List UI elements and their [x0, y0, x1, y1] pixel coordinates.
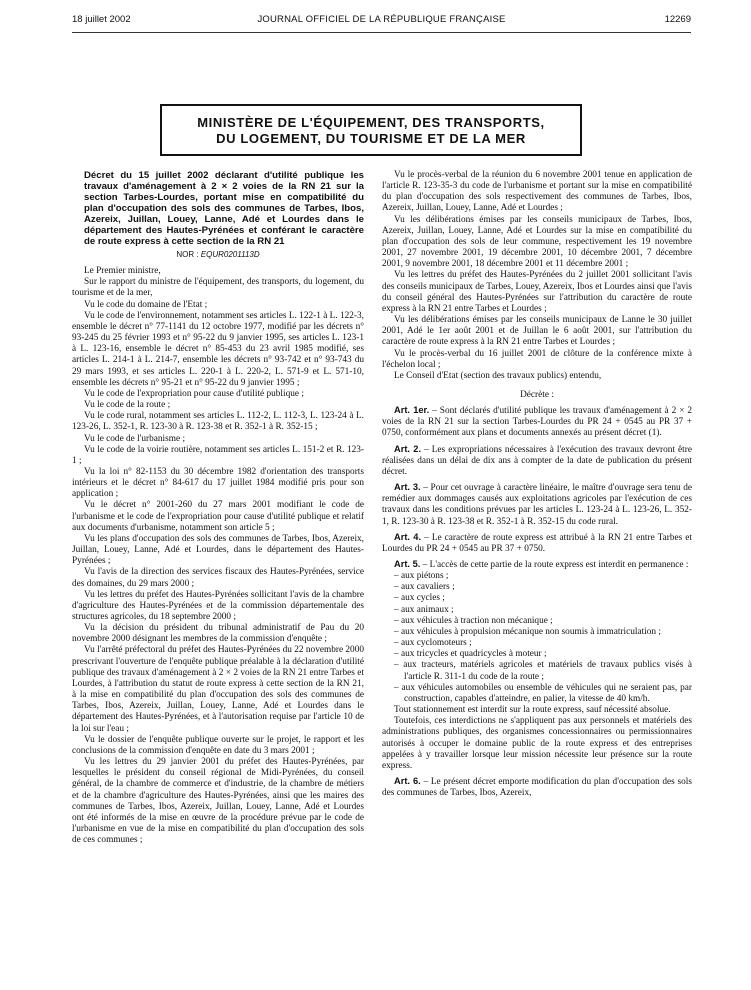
article-text: L'accès de cette partie de la route express est interdit en permanence : [429, 560, 689, 570]
right-paragraphs [382, 170, 692, 382]
paragraph: Vu le code de l'expropriation pour cause d'utilité publique ; [84, 388, 304, 399]
list-item: – aux cavaliers ; [394, 582, 455, 593]
nor-code: EQUR0201113D [200, 250, 260, 259]
header-date: 18 juillet 2002 [72, 14, 131, 25]
article-dash: – [421, 444, 432, 455]
article-text: Le caractère de route express est attribué à la RN 21 entre Tarbes et Lourdes du PR 24 + 0545 au PR 37 + 0750. [382, 532, 692, 554]
list-item: – aux tricycles et quadricycles à moteur ; [394, 649, 547, 660]
paragraph: Vu le code rural, notamment ses articles L. 112-2, L. 112-3, L. 123-24 à L. 123-26, L. 352-1, R. 123-30 à R. 123-38 et R. 352-1 à R. 352-15 ; [72, 411, 364, 433]
article-label: Art. 4. [394, 531, 422, 542]
paragraph: Vu le code de la voirie routière, notamment ses articles L. 151-2 et R. 123-1 ; [72, 444, 364, 466]
article-1 [382, 405, 692, 439]
paragraph: Tout stationnement est interdit sur la route express, sauf nécessité absolue. [394, 705, 671, 716]
article-dash: – [423, 776, 431, 787]
art5-after [382, 705, 692, 772]
article-5 [382, 559, 692, 571]
left-column [72, 170, 364, 846]
article-text: Les expropriations nécessaires à l'exécution des travaux devront être réalisées dans un délai de dix ans à compter de la date de publication du présent décret. [382, 444, 692, 477]
paragraph: Vu le dossier de l'enquête publique ouverte sur le projet, le rapport et les conclusions de la commission d'enquête en date du 3 mars 2001 ; [72, 734, 364, 756]
paragraph: Vu la décision du président du tribunal administratif de Pau du 20 novembre 2000 désignant les membres de la commission d'enquête ; [72, 623, 364, 645]
ministry-box [160, 104, 582, 156]
article-label: Art. 5. [394, 559, 421, 569]
paragraph: Vu les délibérations émises par les conseils municipaux de Tarbes, Ibos, Azereix, Juillan, Louey, Lanne, Adé et Lourdes sur la mise en compatibilité du plan d'occupation des sols de leur commune, respectivement les 19 novembre 2001, 27 novembre 2001, 19 décembre 2001, 10 décembre 2001, 7 décembre 2001, 9 novembre 2001, 18 décembre 2001 et 11 décembre 2001 ; [382, 214, 692, 270]
list-item: – aux piétons ; [394, 571, 449, 582]
paragraph: Le Premier ministre, [84, 266, 161, 277]
article-text: Sont déclarés d'utilité publique les travaux d'aménagement à 2 × 2 voies de la RN 21 sur la section Tarbes-Lourdes du PR 24 + 0545 au PR 37 + 0750, conformément aux plans et documents annexés au présent décret (1). [382, 406, 693, 439]
list-item: – aux cycles ; [394, 593, 445, 604]
paragraph: Vu les lettres du préfet des Hautes-Pyrénées sollicitant l'avis de la chambre d'agriculture des Hautes-Pyrénées et de la commission départementale des structures agricoles, du 18 septembre 2000 ; [72, 589, 364, 622]
list-item: – aux tracteurs, matériels agricoles et matériels de travaux publics visés à l'article R. 311-1 du code de la route ; [394, 660, 692, 682]
article-text: Pour cet ouvrage à caractère linéaire, le maître d'ouvrage sera tenu de remédier aux dommages causés aux exploitations agricoles par l'exécution de ces travaux dans les conditions prévues par les articles L. 123-24 à L. 123-26, L. 352-1, R. 123-30 à R. 123-38 et R. 352-1 à R. 352-15 du code rural. [382, 483, 693, 527]
header-journal-title: JOURNAL OFFICIEL DE LA RÉPUBLIQUE FRANÇAISE [257, 14, 506, 25]
paragraph: Vu les lettres du préfet des Hautes-Pyrénées du 2 juillet 2001 sollicitant l'avis des conseils municipaux de Tarbes, Louey, Azereix, Ibos et Lourdes ainsi que l'avis du conseil général des Hautes-Pyrénées sur l'attribution du caractère de route express à la RN 21 entre Tarbes et Lourdes ; [382, 270, 692, 314]
decrete-heading: Décrète : [520, 389, 554, 400]
article-dash: – [420, 560, 430, 570]
paragraph: Vu l'arrêté préfectoral du préfet des Hautes-Pyrénées du 22 novembre 2000 prescrivant l'ouverture de l'enquête publique préalable à la déclaration d'utilité publique des travaux d'aménagement à 2 × 2 voies de la RN 21 entre Tarbes et Lourdes, à l'attribution du statut de route express à cette section de la RN 21, à la mise en compatibilité du plan d'occupation des sols des communes de Tarbes, Ibos, Azereix, Juillan, Louey, Lanne, Adé et Lourdes dans le département des Hautes-Pyrénées, et à l'autorisation requise par l'article 10 de la loi sur l'eau ; [72, 645, 364, 734]
paragraph: Vu le code de l'environnement, notamment ses articles L. 122-1 à L. 122-3, ensemble le décret n° 77-1141 du 12 octobre 1977, modifié par les décrets n° 93-245 du 25 février 1993 et n° 95-22 du 9 janvier 1995, ses articles L. 123-1 à L. 123-16, ensemble le décret n° 85-453 du 23 avril 1985 modifié, ses articles L. 214-1 à L. 214-7, ensemble les décrets n° 93-742 et n° 93-743 du 29 mars 1993, et ses articles L. 220-1 à L. 220-2, L. 571-9 et L. 571-10, ensemble les décrets n° 95-21 et n° 95-22 du 9 janvier 1995 ; [72, 310, 364, 388]
nor-reference [72, 249, 364, 260]
decree-title: Décret du 15 juillet 2002 déclarant d'utilité publique les travaux d'aménagement à 2 × 2 voies de la RN 21 sur la section Tarbes-Lourdes, portant mise en compatibilité du plan d'occupation des sols des communes de Tarbes, Ibos, Azereix, Juillan, Louey, Lanne, Adé et Lourdes dans le département des Hautes-Pyrénées et conférant le caractère de route express à cette section de la RN 21 [84, 170, 364, 247]
article-2 [382, 444, 692, 478]
right-column [382, 170, 692, 799]
nor-label: NOR : [176, 250, 199, 259]
page-header [72, 14, 691, 28]
paragraph: Vu l'avis de la direction des services fiscaux des Hautes-Pyrénées, service des domaines, du 29 mars 2000 ; [72, 567, 364, 589]
ministry-line-2: DU LOGEMENT, DU TOURISME ET DE LA MER [216, 131, 526, 146]
left-paragraphs [72, 266, 364, 846]
paragraph: Vu le code de l'urbanisme ; [84, 433, 186, 444]
paragraph: Toutefois, ces interdictions ne s'appliquent pas aux personnels et matériels des administrations publiques, des organismes concessionnaires ou permissionnaires autorisés à occuper le domaine public de la route express et des entreprises appelées à y travailler lorsque leur mission nécessite leur présence sur la route express. [382, 716, 692, 771]
article-dash: – [420, 483, 431, 494]
paragraph: Vu les lettres du 29 janvier 2001 du préfet des Hautes-Pyrénées, par lesquelles le président du conseil régional de Midi-Pyrénées, du conseil général, de la chambre de commerce et d'industrie, de la chambre de métiers et de la chambre d'agriculture des Hautes-Pyrénées, ainsi que les maires des communes de Tarbes, Ibos, Azereix, Juillan, Louey, Lanne, Adé et Lourdes ont été informés de la mise en œuvre de la procédure prévue par le code de l'urbanisme en vue de la mise en compatibilité du plan d'occupation des sols de ces communes ; [72, 757, 364, 846]
art5-list [382, 571, 692, 705]
article-label: Art. 6. [394, 775, 421, 786]
article-6 [382, 776, 692, 799]
list-item: – aux animaux ; [394, 604, 454, 615]
article-4 [382, 532, 692, 555]
paragraph: Vu le décret n° 2001-260 du 27 mars 2001 modifiant le code de l'urbanisme et le code de l'expropriation pour cause d'utilité publique et relatif aux documents d'urbanisme, notamment son article 5 ; [72, 500, 364, 533]
ministry-line-1: MINISTÈRE DE L'ÉQUIPEMENT, DES TRANSPORTS, [197, 115, 545, 130]
paragraph: Vu le code du domaine de l'Etat ; [84, 299, 208, 310]
list-item: – aux véhicules à traction non mécanique ; [394, 615, 553, 626]
article-3 [382, 482, 692, 528]
article-text: Le présent décret emporte modification du plan d'occupation des sols des communes de Tarbes, Ibos, Azereix, [382, 776, 692, 799]
article-dash: – [421, 532, 432, 543]
paragraph: Vu les plans d'occupation des sols des communes de Tarbes, Ibos, Azereix, Juillan, Louey, Lanne, Adé et Lourdes, dans le département des Hautes-Pyrénées ; [72, 533, 364, 567]
header-page-number: 12269 [664, 14, 691, 25]
paragraph: Vu la loi n° 82-1153 du 30 décembre 1982 d'orientation des transports intérieurs et le décret n° 84-617 du 17 juillet 1984 modifié pris pour son application ; [72, 466, 364, 500]
articles [382, 405, 692, 571]
list-item: – aux véhicules à propulsion mécanique non soumis à immatriculation ; [394, 626, 661, 637]
paragraph: Vu le code de la route ; [84, 400, 171, 411]
paragraph: Vu le procès-verbal de la réunion du 6 novembre 2001 tenue en application de l'article R. 123-35-3 du code de l'urbanisme et portant sur la mise en compatibilité du plan d'occupation des sols respectivement des communes de Tarbes, Ibos, Azereix, Juillan, Louey, Lanne, Adé et Lourdes ; [382, 170, 692, 214]
list-item: – aux véhicules automobiles ou ensemble de véhicules qui ne seraient pas, par construction, capables d'atteindre, en palier, la vitesse de 40 km/h. [394, 682, 692, 704]
header-rule [72, 32, 691, 33]
article-label: Art. 2. [394, 443, 422, 454]
article-label: Art. 1er. [394, 405, 430, 416]
paragraph: Le Conseil d'Etat (section des travaux publics) entendu, [394, 370, 602, 381]
paragraph: Vu le procès-verbal du 16 juillet 2001 de clôture de la conférence mixte à l'échelon local ; [382, 348, 692, 370]
paragraph: Sur le rapport du ministre de l'équipement, des transports, du logement, du tourisme et de la mer, [72, 277, 364, 299]
article-dash: – [429, 406, 440, 417]
article-label: Art. 3. [394, 482, 421, 493]
paragraph: Vu les délibérations émises par les conseils municipaux de Lanne le 30 juillet 2001, Adé le 1er août 2001 et de Juillan le 6 août 2001, sur l'attribution du caractère de route express à la RN 21 entre Tarbes et Lourdes ; [382, 315, 692, 348]
list-item: – aux cyclomoteurs ; [394, 638, 472, 649]
